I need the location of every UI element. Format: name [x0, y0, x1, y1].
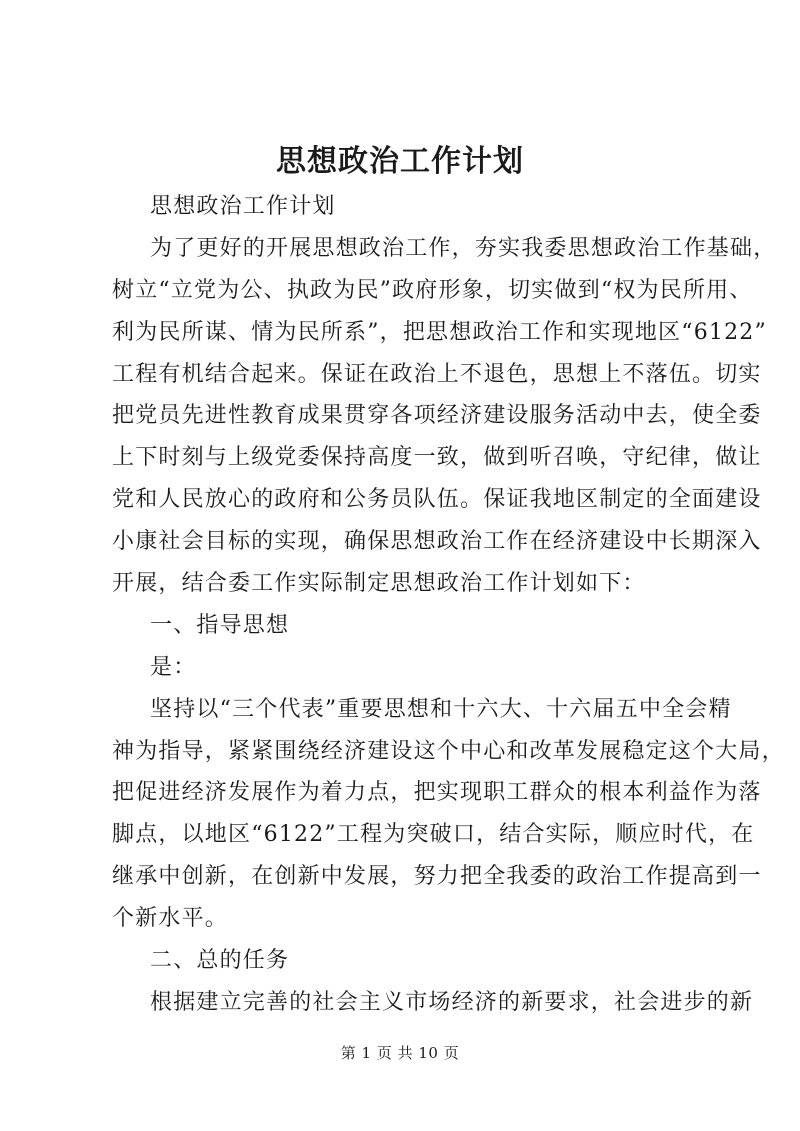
text-line: 是：: [150, 654, 197, 680]
text-line: 神为指导，紧紧围绕经济建设这个中心和改革发展稳定这个大局，: [112, 738, 785, 764]
text-line: 个新水平。: [112, 906, 229, 932]
text-line: 把促进经济发展作为着力点，把实现职工群众的根本利益作为落: [112, 780, 762, 806]
page-footer: 第 1 页 共 10 页: [340, 1044, 460, 1062]
text-line: 上下时刻与上级党委保持高度一致，做到听召唤，守纪律，做让: [112, 445, 762, 471]
text-line: 坚持以“三个代表”重要思想和十六大、十六届五中全会精: [150, 696, 732, 722]
text-line: 根据建立完善的社会主义市场经济的新要求，社会进步的新: [150, 989, 754, 1015]
text-line: 党和人民放心的政府和公务员队伍。保证我地区制定的全面建设: [112, 487, 762, 513]
text-line: 树立“立党为公、执政为民”政府形象，切实做到“权为民所用、: [112, 277, 753, 303]
text-line: 利为民所谋、情为民所系”，把思想政治工作和实现地区“6122”: [112, 319, 767, 345]
document-title: 思想政治工作计划: [276, 144, 524, 179]
text-line: 思想政治工作计划: [150, 194, 336, 219]
text-line: 继承中创新，在创新中发展，努力把全我委的政治工作提高到一: [112, 864, 762, 890]
text-line: 脚点，以地区“6122”工程为突破口，结合实际，顺应时代，在: [112, 822, 755, 848]
text-line: 为了更好的开展思想政治工作，夯实我委思想政治工作基础，: [150, 235, 777, 261]
document-body: [112, 186, 785, 1024]
text-line: 一、指导思想: [150, 612, 290, 638]
text-line: 二、总的任务: [150, 948, 290, 974]
text-line: 工程有机结合起来。保证在政治上不退色，思想上不落伍。切实: [112, 361, 762, 387]
text-line: 小康社会目标的实现，确保思想政治工作在经济建设中长期深入: [112, 529, 762, 555]
text-line: 开展，结合委工作实际制定思想政治工作计划如下：: [112, 571, 646, 597]
text-line: 把党员先进性教育成果贯穿各项经济建设服务活动中去，使全委: [112, 403, 762, 429]
